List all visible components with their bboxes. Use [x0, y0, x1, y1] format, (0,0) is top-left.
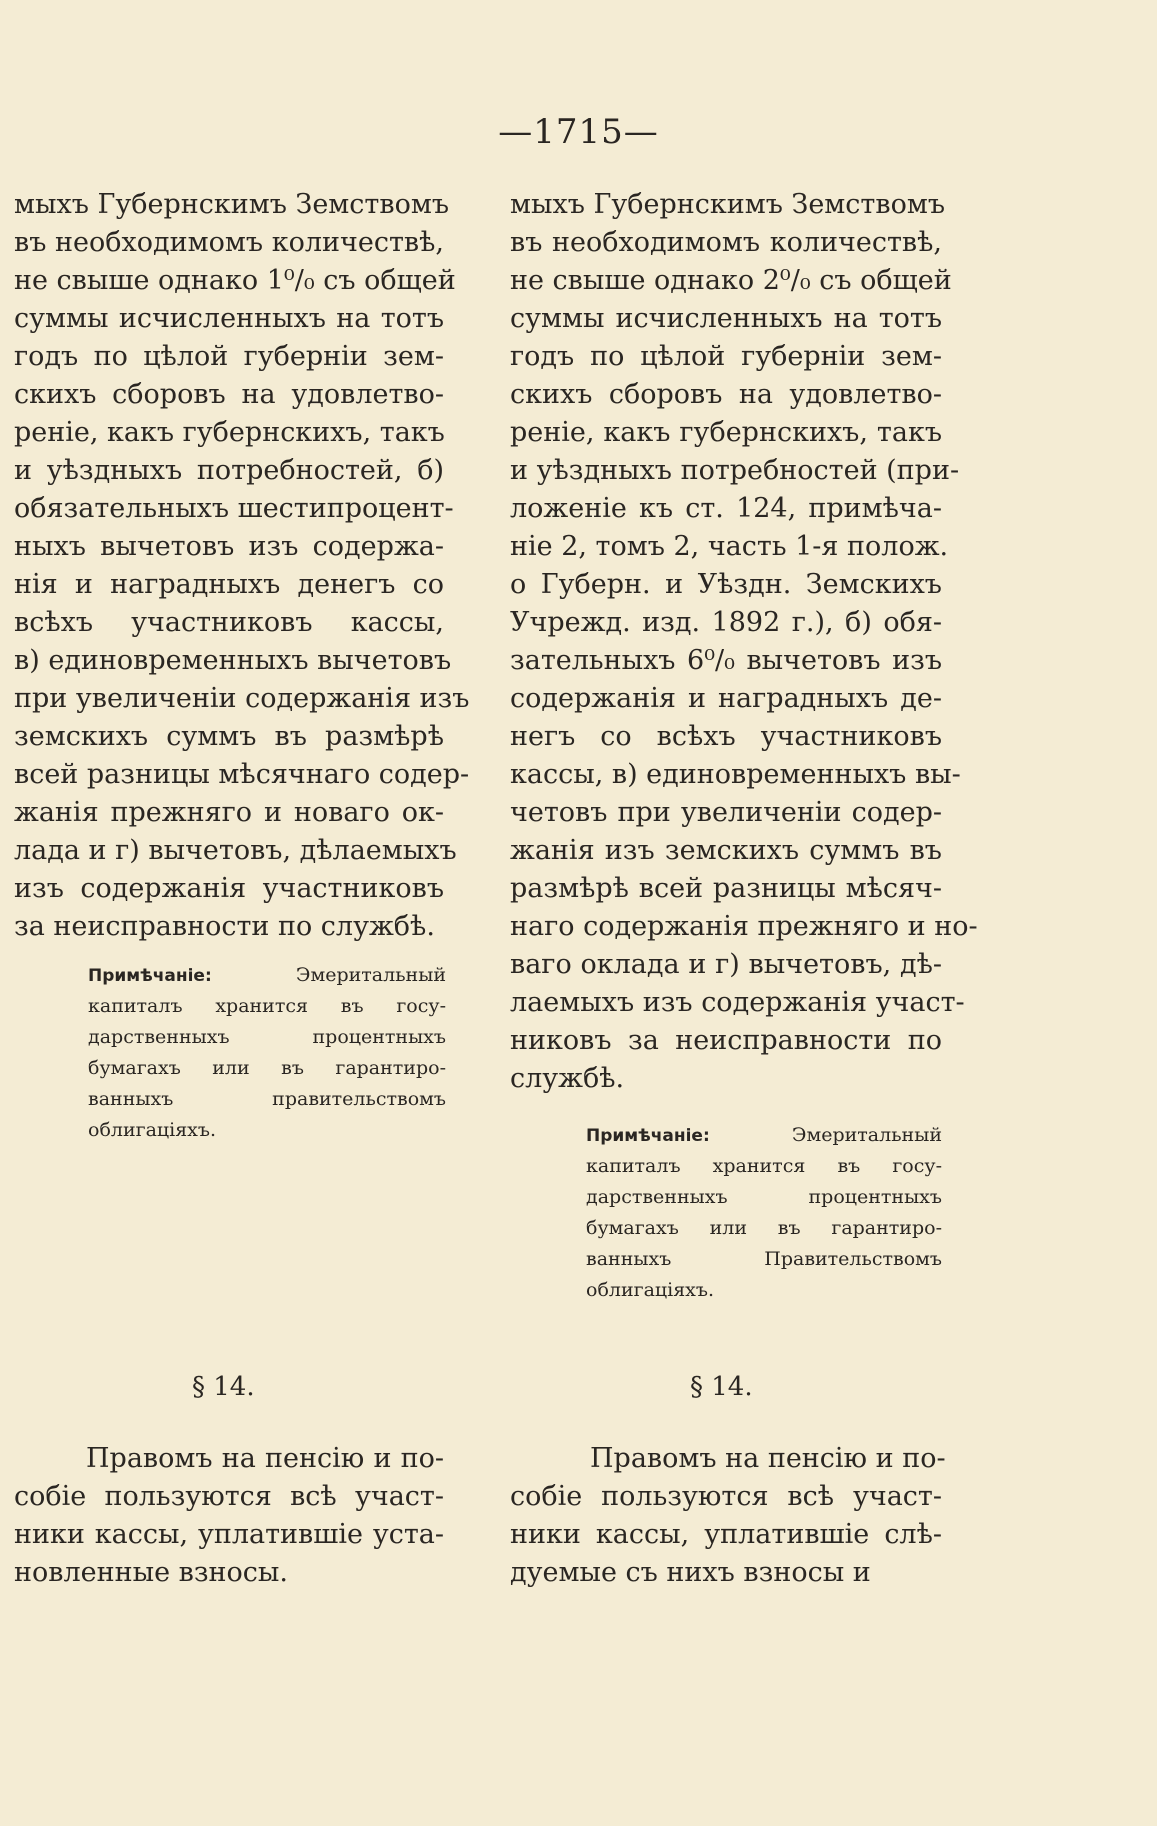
note-line: [88, 960, 446, 991]
note-line: бумагахъ или въ гарантиро-: [88, 1057, 446, 1079]
text-line: лада и г) вычетовъ, дѣлаемыхъ: [14, 835, 457, 866]
note-line: облигаціяхъ.: [88, 1119, 217, 1141]
note-line: бумагахъ или въ гарантиро-: [586, 1217, 942, 1239]
note-label: Примѣчаніе:: [88, 966, 212, 986]
right-column: [510, 186, 978, 1306]
text-line: в) единовременныхъ вычетовъ: [14, 645, 452, 676]
text-line: реніе, какъ губернскихъ, такъ: [14, 417, 445, 448]
left-paragraph: [14, 1440, 444, 1592]
note-line: [586, 1120, 942, 1151]
text-line: въ необходимомъ количествѣ,: [510, 227, 942, 258]
right-section-heading: § 14.: [690, 1372, 753, 1402]
text-line: обязательныхъ шестипроцент-: [14, 493, 454, 524]
note-line: облигаціяхъ.: [586, 1279, 715, 1301]
page-number: —1715—: [498, 112, 659, 152]
text-line: никовъ за неисправности по: [510, 1025, 942, 1056]
text-line: мыхъ Губернскимъ Земствомъ: [14, 189, 450, 220]
text-line: зательныхъ 6⁰/₀ вычетовъ изъ: [510, 645, 942, 676]
text-line: Правомъ на пенсію и по-: [590, 1443, 946, 1474]
note-line: дарственныхъ процентныхъ: [88, 1026, 446, 1048]
text-line: мыхъ Губернскимъ Земствомъ: [510, 189, 946, 220]
left-section-heading: § 14.: [192, 1372, 255, 1402]
text-line: жанія прежняго и новаго ок-: [14, 797, 444, 828]
right-paragraph: [510, 1440, 946, 1592]
text-line: четовъ при увеличеніи содер-: [510, 797, 942, 828]
text-line: ложеніе къ ст. 124, примѣча-: [510, 493, 942, 524]
text-line: лаемыхъ изъ содержанія участ-: [510, 987, 965, 1018]
text-line: земскихъ суммъ въ размѣрѣ: [14, 721, 444, 752]
left-note: [88, 960, 446, 1146]
note-line: капиталъ хранится въ госу-: [586, 1155, 942, 1177]
text-line: скихъ сборовъ на удовлетво-: [14, 379, 444, 410]
left-column: [14, 186, 470, 1146]
text-line: суммы исчисленныхъ на тотъ: [510, 303, 942, 334]
text-line: кассы, в) единовременныхъ вы-: [510, 759, 961, 790]
left-body: [14, 186, 470, 946]
note-first-text: Эмеритальный: [295, 964, 446, 986]
text-line: Правомъ на пенсію и по-: [86, 1443, 444, 1474]
text-line: годъ по цѣлой губерніи зем-: [14, 341, 444, 372]
text-line: не свыше однако 2⁰/₀ съ общей: [510, 265, 952, 296]
text-line: размѣрѣ всей разницы мѣсяч-: [510, 873, 942, 904]
text-line: собіе пользуются всѣ участ-: [510, 1481, 942, 1512]
note-line: ванныхъ правительствомъ: [88, 1088, 446, 1110]
text-line: ваго оклада и г) вычетовъ, дѣ-: [510, 949, 942, 980]
text-line: въ необходимомъ количествѣ,: [14, 227, 444, 258]
text-line: службѣ.: [510, 1063, 625, 1094]
note-label: Примѣчаніе:: [586, 1126, 710, 1146]
text-line: нія и наградныхъ денегъ со: [14, 569, 444, 600]
text-line: при увеличеніи содержанія изъ: [14, 683, 470, 714]
text-line: и уѣздныхъ потребностей (при-: [510, 455, 960, 486]
note-line: дарственныхъ процентныхъ: [586, 1186, 942, 1208]
text-line: Учрежд. изд. 1892 г.), б) обя-: [510, 607, 942, 638]
text-line: реніе, какъ губернскихъ, такъ: [510, 417, 942, 448]
text-line: жанія изъ земскихъ суммъ въ: [510, 835, 942, 866]
right-body: [510, 186, 978, 1098]
text-line: ники кассы, уплатившіе слѣ-: [510, 1519, 942, 1550]
text-line: о Губерн. и Уѣздн. Земскихъ: [510, 569, 942, 600]
text-line: и уѣздныхъ потребностей, б): [14, 455, 444, 486]
text-line: скихъ сборовъ на удовлетво-: [510, 379, 942, 410]
right-note: [586, 1120, 942, 1306]
text-line: дуемые съ нихъ взносы и: [510, 1557, 871, 1588]
text-line: содержанія и наградныхъ де-: [510, 683, 942, 714]
text-line: не свыше однако 1⁰/₀ съ общей: [14, 265, 456, 296]
note-first-text: Эмеритальный: [791, 1124, 942, 1146]
note-line: ванныхъ Правительствомъ: [586, 1248, 942, 1270]
text-line: негъ со всѣхъ участниковъ: [510, 721, 942, 752]
text-line: новленные взносы.: [14, 1557, 288, 1588]
text-line: наго содержанія прежняго и но-: [510, 911, 978, 942]
text-line: ники кассы, уплатившіе уста-: [14, 1519, 444, 1550]
text-line: годъ по цѣлой губерніи зем-: [510, 341, 942, 372]
text-line: всѣхъ участниковъ кассы,: [14, 607, 444, 638]
text-line: собіе пользуются всѣ участ-: [14, 1481, 444, 1512]
note-line: капиталъ хранится въ госу-: [88, 995, 446, 1017]
text-line: суммы исчисленныхъ на тотъ: [14, 303, 444, 334]
text-line: ныхъ вычетовъ изъ содержа-: [14, 531, 444, 562]
text-line: за неисправности по службѣ.: [14, 911, 435, 942]
text-line: всей разницы мѣсячнаго содер-: [14, 759, 470, 790]
text-line: изъ содержанія участниковъ: [14, 873, 444, 904]
text-line: ніе 2, томъ 2, часть 1-я полож.: [510, 531, 949, 562]
